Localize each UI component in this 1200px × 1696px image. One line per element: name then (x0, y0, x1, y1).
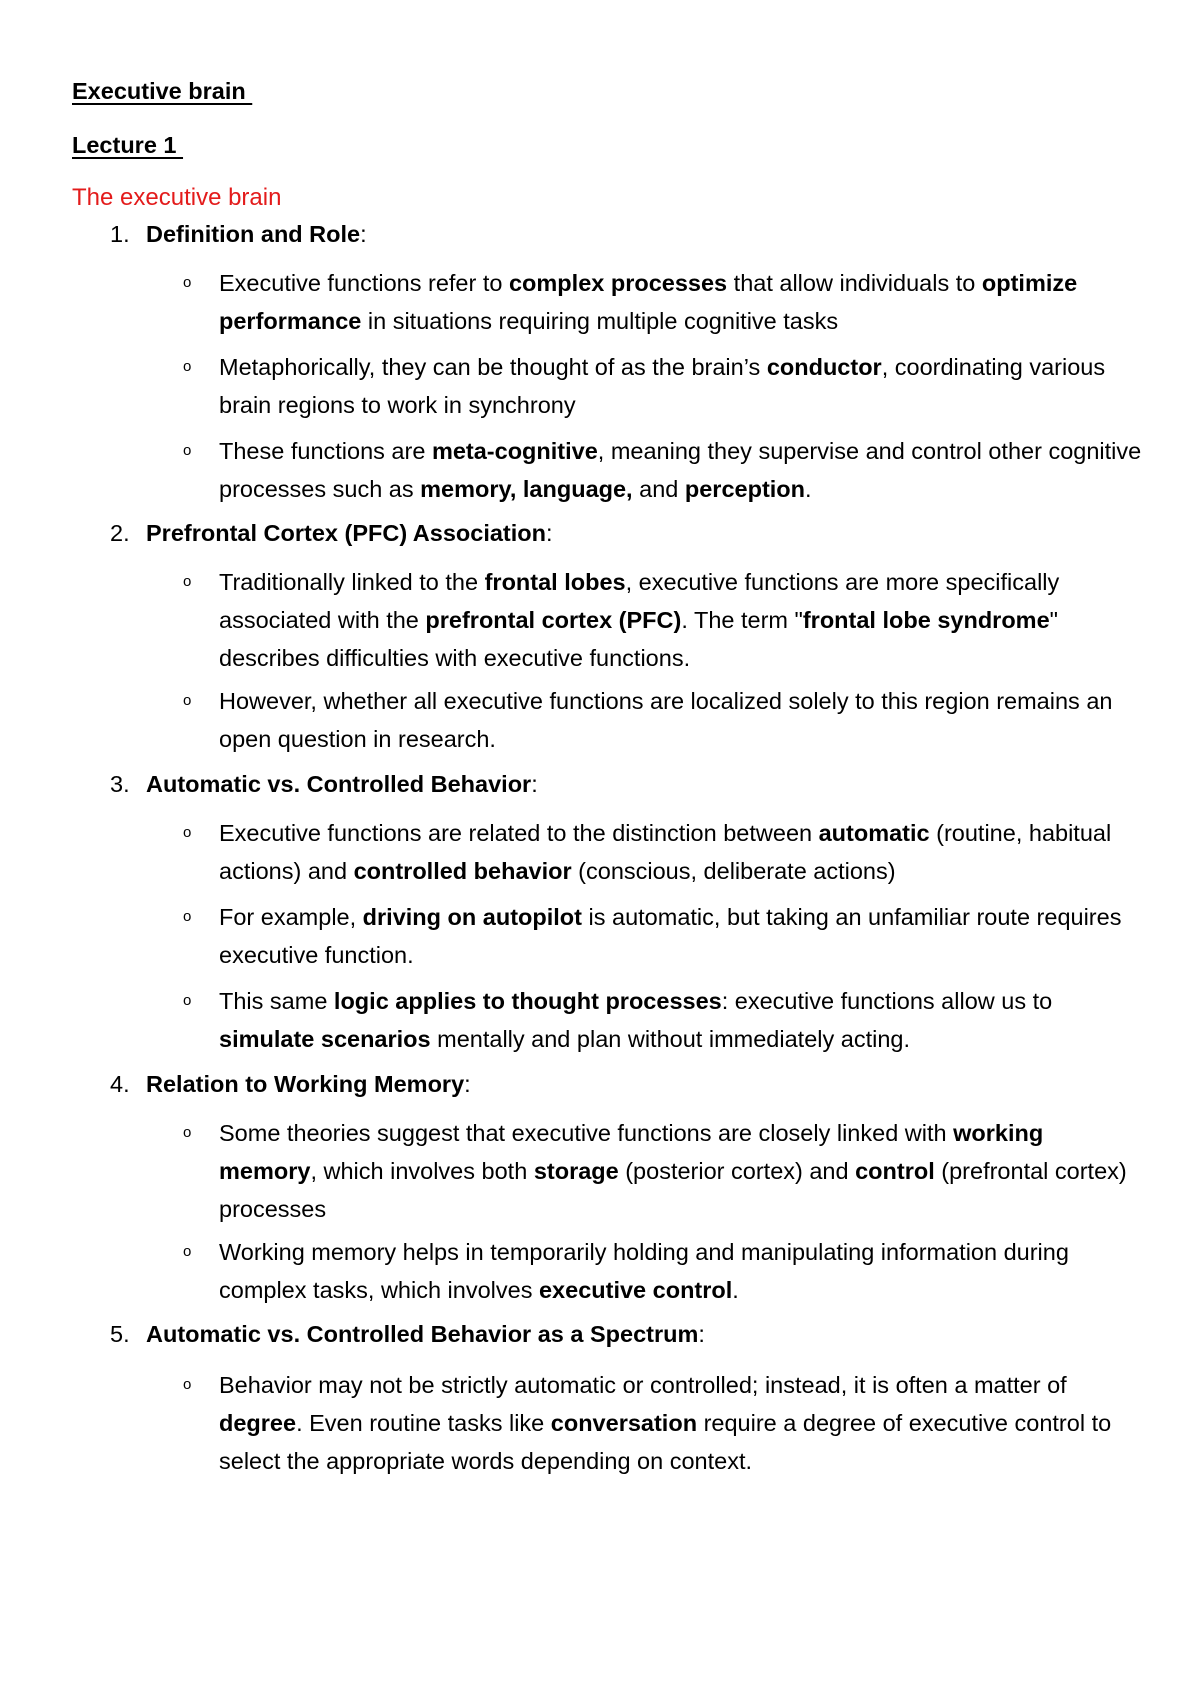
text-run: . (732, 1277, 739, 1303)
bullet-item (183, 898, 1143, 974)
bullet-item (183, 348, 1143, 424)
text-run: " describes difficulties with executive functions. (219, 607, 1058, 671)
bold-term: automatic (818, 820, 930, 846)
bold-term: complex processes (508, 270, 728, 296)
text-run: in situations requiring multiple cognitive tasks (361, 308, 839, 334)
bullet-text (219, 1114, 1143, 1228)
bullet-item (183, 563, 1143, 677)
list-item-heading (110, 1321, 705, 1348)
text-run: Metaphorically, they can be thought of as the brain’s (219, 354, 767, 380)
bold-term: logic applies to thought processes (333, 988, 722, 1014)
text-run: (posterior cortex) and (618, 1158, 856, 1184)
bullet-item (183, 264, 1143, 340)
bullet-item (183, 1366, 1143, 1480)
bold-term: driving on autopilot (362, 904, 582, 930)
bullet-marker: o (183, 274, 192, 291)
bullet-marker: o (183, 1243, 192, 1260)
bold-term: perception (684, 476, 806, 502)
text-run: Traditionally linked to the (219, 569, 485, 595)
bullet-text (219, 1233, 1143, 1309)
list-item-suffix: : (698, 1321, 705, 1347)
bullet-text (219, 563, 1143, 677)
list-item-number: 4. (110, 1071, 130, 1097)
bullet-text (219, 682, 1143, 758)
text-run: , meaning they supervise and control other cognitive processes such as (219, 438, 1142, 502)
bold-term: working memory (219, 1120, 1044, 1184)
bold-term: simulate scenarios (219, 1026, 431, 1052)
bold-term: control (855, 1158, 935, 1184)
text-run: require a degree of executive control to select the appropriate words depending on context. (219, 1410, 1112, 1474)
bullet-text (219, 1366, 1143, 1480)
text-run: is automatic, but taking an unfamiliar route requires executive function. (219, 904, 1122, 968)
text-run: For example, (219, 904, 363, 930)
text-run: . Even routine tasks like (296, 1410, 551, 1436)
list-item-title: Definition and Role (146, 221, 361, 247)
bold-term: meta-cognitive (431, 438, 598, 464)
text-run: . The term " (681, 607, 803, 633)
bullet-marker: o (183, 692, 192, 709)
bold-term: frontal lobes (484, 569, 626, 595)
list-item-suffix: : (464, 1071, 471, 1097)
bullet-text (219, 814, 1143, 890)
bullet-item (183, 982, 1143, 1058)
bullet-text (219, 898, 1143, 974)
list-item-suffix: : (360, 221, 367, 247)
list-item-suffix: : (546, 520, 553, 546)
text-run: However, whether all executive functions are localized solely to this region remains an open question in research. (219, 688, 1113, 752)
text-run: Working memory helps in temporarily holding and manipulating information during complex tasks, which involves (219, 1239, 1069, 1303)
bold-term: optimize performance (219, 270, 1078, 334)
bullet-item (183, 1114, 1143, 1228)
text-run: mentally and plan without immediately acting. (430, 1026, 910, 1052)
list-item-heading (110, 221, 367, 248)
text-run: Executive functions are related to the distinction between (219, 820, 819, 846)
bullet-text (219, 348, 1143, 424)
list-item-title: Automatic vs. Controlled Behavior (146, 771, 532, 797)
text-run: These functions are (219, 438, 432, 464)
text-run: : executive functions allow us to (721, 988, 1053, 1014)
list-item-suffix: : (531, 771, 538, 797)
text-run: . (805, 476, 812, 502)
text-run: Some theories suggest that executive functions are closely linked with (219, 1120, 954, 1146)
list-item-number: 2. (110, 520, 130, 546)
bullet-marker: o (183, 824, 192, 841)
bullet-marker: o (183, 908, 192, 925)
bold-term: executive control (538, 1277, 733, 1303)
bullet-text (219, 432, 1143, 508)
text-run: Executive functions refer to (219, 270, 509, 296)
list-item-number: 5. (110, 1321, 130, 1347)
list-item-heading (110, 520, 553, 547)
section-heading: The executive brain (72, 184, 282, 211)
bullet-marker: o (183, 992, 192, 1009)
bold-term: degree (219, 1410, 297, 1436)
list-item-heading (110, 1071, 471, 1098)
list-item-number: 3. (110, 771, 130, 797)
bullet-item (183, 814, 1143, 890)
bullet-item (183, 682, 1143, 758)
bold-term: memory, language, (420, 476, 633, 502)
bold-term: storage (533, 1158, 619, 1184)
text-run: Behavior may not be strictly automatic or controlled; instead, it is often a matter of (219, 1372, 1067, 1398)
lecture-title: Lecture 1 (72, 132, 184, 158)
list-item-number: 1. (110, 221, 130, 247)
text-run: , executive functions are more specifically associated with the (219, 569, 1060, 633)
bullet-text (219, 982, 1143, 1058)
bold-term: prefrontal cortex (PFC) (425, 607, 682, 633)
text-run: , which involves both (310, 1158, 534, 1184)
bullet-marker: o (183, 358, 192, 375)
bullet-marker: o (183, 573, 192, 590)
bullet-text (219, 264, 1143, 340)
list-item-title: Automatic vs. Controlled Behavior as a Spectrum (146, 1321, 699, 1347)
bullet-marker: o (183, 442, 192, 459)
text-run: , coordinating various brain regions to work in synchrony (219, 354, 1106, 418)
text-run: This same (219, 988, 334, 1014)
bullet-marker: o (183, 1124, 192, 1141)
text-run: and (632, 476, 685, 502)
bullet-marker: o (183, 1376, 192, 1393)
text-run: (conscious, deliberate actions) (571, 858, 896, 884)
bullet-item (183, 432, 1143, 508)
bold-term: frontal lobe syndrome (802, 607, 1050, 633)
list-item-title: Prefrontal Cortex (PFC) Association (146, 520, 546, 546)
list-item-heading (110, 771, 538, 798)
bold-term: controlled behavior (353, 858, 572, 884)
bold-term: conversation (550, 1410, 698, 1436)
bullet-item (183, 1233, 1143, 1309)
list-item-title: Relation to Working Memory (146, 1071, 465, 1097)
text-run: that allow individuals to (727, 270, 982, 296)
text-run: (routine, habitual actions) and (219, 820, 1112, 884)
text-run: (prefrontal cortex) processes (219, 1158, 1127, 1222)
document-title: Executive brain (72, 78, 253, 104)
bold-term: conductor (766, 354, 882, 380)
